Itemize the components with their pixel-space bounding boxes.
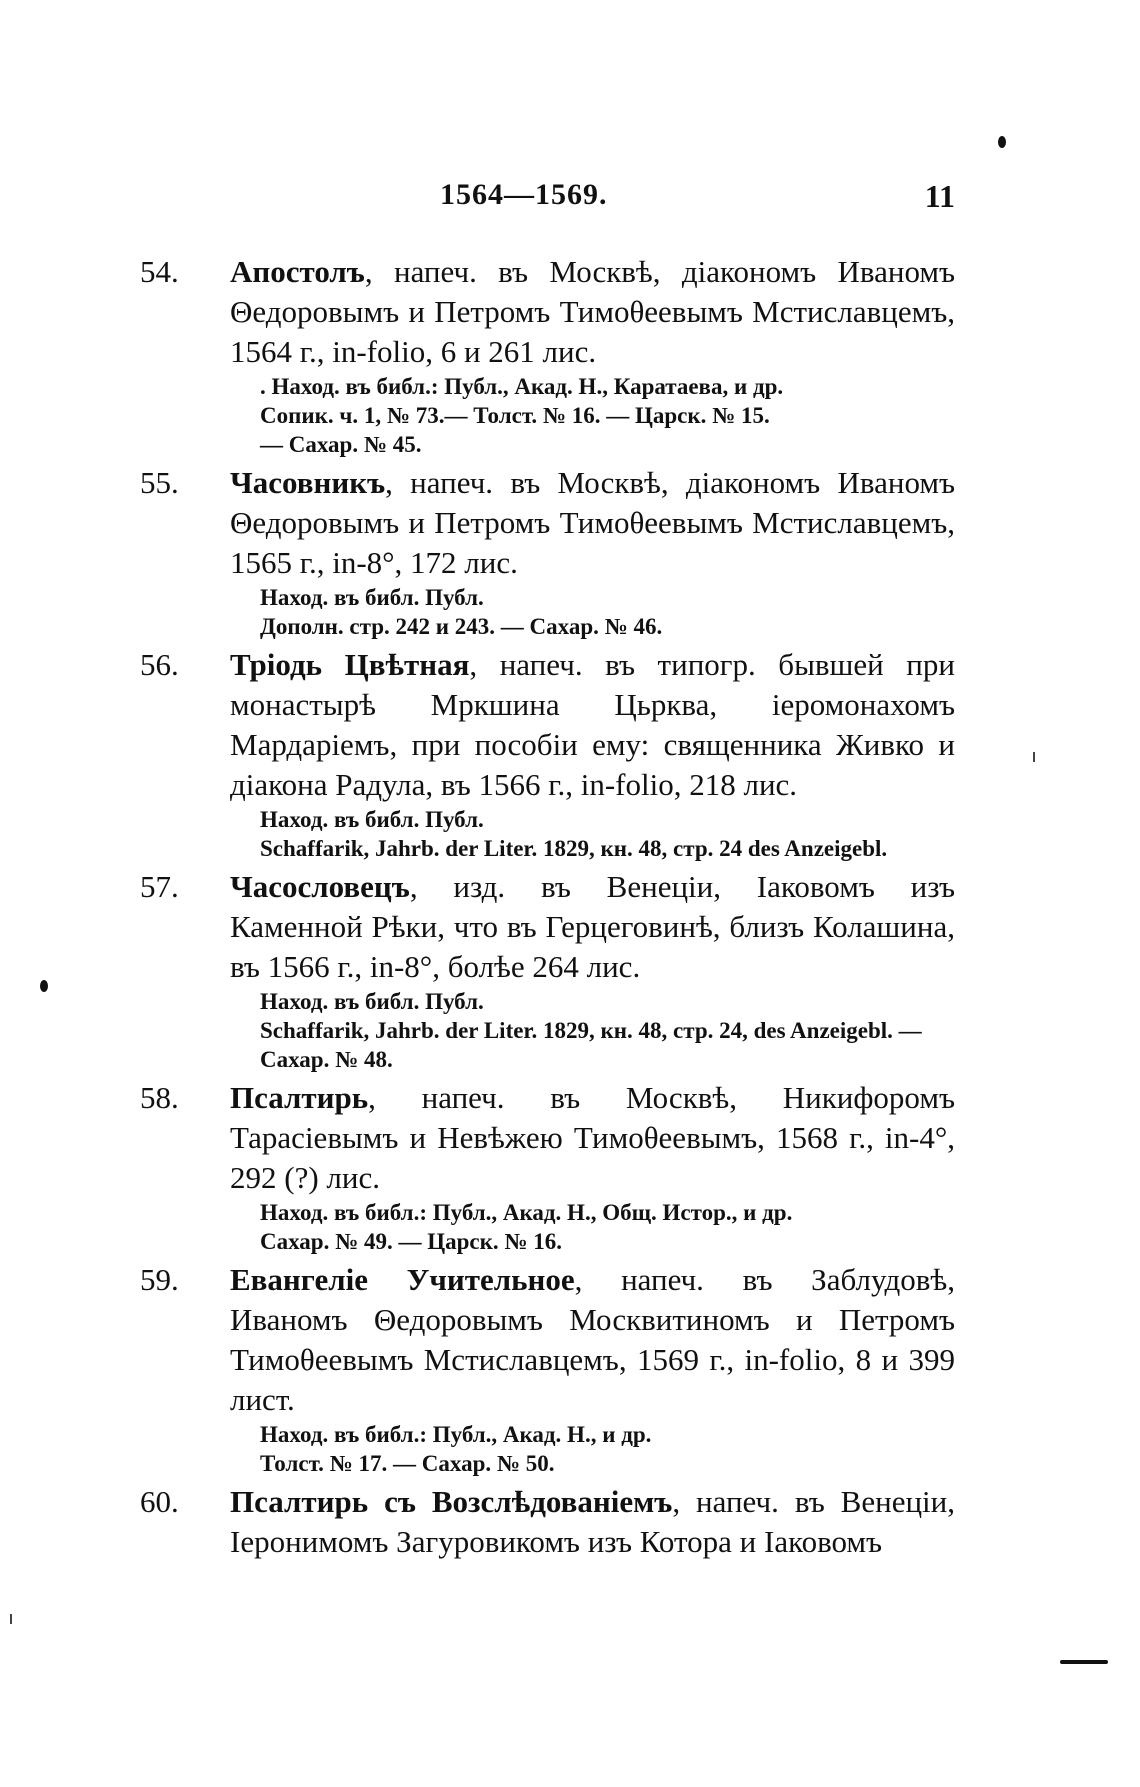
entry-note: . Наход. въ библ.: Публ., Акад. Н., Каратаева, и др. — [260, 374, 784, 399]
list-item — [140, 645, 955, 863]
page-header — [140, 178, 955, 218]
entry-title: Евангеліе Учительное — [230, 1262, 575, 1297]
entry-number: 59. — [140, 1262, 179, 1297]
entry-title: Апостолъ — [230, 254, 365, 289]
entry-number: 54. — [140, 254, 179, 289]
margin-mark — [10, 1614, 12, 1624]
entry-note: Дополн. стр. 242 и 243. — Сахар. № 46. — [260, 614, 663, 639]
entry-number: 57. — [140, 869, 179, 904]
entry-title: Тріодь Цвѣтная — [230, 647, 470, 682]
entry-note: Толст. № 17. — Сахар. № 50. — [260, 1451, 555, 1476]
entry-body: , изд. въ Венеціи, Іаковомъ изъ Каменной Рѣки, что въ Герцеговинѣ, близъ Колашина, въ 1566 г., in-8°, болѣе 264 лис. — [230, 869, 955, 984]
entry-text — [230, 867, 955, 987]
entry-body: , напеч. въ типогр. бывшей при монастырѣ Мркшина Цьрква, іеромонахомъ Мардаріемъ, при пособіи ему: священника Живко и діакона Радула, въ 1566 г., in-folio, 218 лис. — [230, 647, 955, 802]
entry-note: Наход. въ библ.: Публ., Акад. Н., и др. — [260, 1422, 652, 1447]
entry-note: Сопик. ч. 1, № 73.— Толст. № 16. — Царск. № 15. — [260, 403, 770, 428]
list-item — [140, 463, 955, 641]
entry-note: Schaffarik, Jahrb. der Liter. 1829, кн. 48, стр. 24, des Anzeigebl. — Сахар. № 48. — [260, 1018, 922, 1072]
entry-body: , напеч. въ Москвѣ, Никифоромъ Тарасіевымъ и Невѣжею Тимоθеевымъ, 1568 г., in-4°, 292 (?) лис. — [230, 1080, 955, 1195]
entry-text — [230, 1260, 955, 1420]
entry-title: Псалтирь съ Возслѣдованіемъ — [230, 1484, 673, 1519]
entry-title: Часовникъ — [230, 465, 386, 500]
entry-text — [230, 463, 955, 583]
list-item — [140, 867, 955, 1074]
entry-list — [140, 252, 955, 1566]
entry-title: Часословецъ — [230, 869, 410, 904]
entry-text — [230, 1078, 955, 1198]
list-item — [140, 1260, 955, 1478]
margin-mark — [1033, 752, 1035, 762]
margin-mark — [40, 980, 48, 992]
margin-mark — [1060, 1660, 1108, 1664]
entry-note: Schaffarik, Jahrb. der Liter. 1829, кн. 48, стр. 24 des Anzeigebl. — [260, 836, 888, 861]
entry-text — [230, 252, 955, 372]
entry-body: , напеч. въ Заблудовѣ, Иваномъ Θедоровымъ Москвитиномъ и Петромъ Тимоθеевымъ Мстиславцемъ, 1569 г., in-folio, 8 и 399 лист. — [230, 1262, 955, 1417]
entry-text — [230, 1482, 955, 1562]
entry-title: Псалтирь — [230, 1080, 369, 1115]
entry-number: 55. — [140, 465, 179, 500]
entry-number: 56. — [140, 647, 179, 682]
list-item — [140, 1078, 955, 1256]
entry-note: Наход. въ библ.: Публ., Акад. Н., Общ. Истор., и др. — [260, 1200, 793, 1225]
entry-note: Сахар. № 49. — Царск. № 16. — [260, 1229, 562, 1254]
list-item — [140, 1482, 955, 1562]
entry-body: , напеч. въ Москвѣ, діакономъ Иваномъ Θедоровымъ и Петромъ Тимоθеевымъ Мстиславцемъ, 1565 г., in-8°, 172 лис. — [230, 465, 955, 580]
entry-text — [230, 645, 955, 805]
entry-body: , напеч. въ Москвѣ, діакономъ Иваномъ Θедоровымъ и Петромъ Тимоθеевымъ Мстиславцемъ, 1564 г., in-folio, 6 и 261 лис. — [230, 254, 955, 369]
entry-note: — Сахар. № 45. — [260, 432, 422, 457]
entry-note: Наход. въ библ. Публ. — [260, 585, 484, 610]
entry-number: 58. — [140, 1080, 179, 1115]
page-number: 11 — [924, 178, 955, 214]
page-header-years: 1564—1569. — [440, 178, 608, 211]
entry-number: 60. — [140, 1484, 179, 1519]
margin-mark — [998, 136, 1006, 148]
list-item — [140, 252, 955, 459]
entry-note: Наход. въ библ. Публ. — [260, 989, 484, 1014]
entry-body: , напеч. въ Венеціи, Іеронимомъ Загуровикомъ изъ Котора и Іаковомъ — [230, 1484, 955, 1559]
entry-note: Наход. въ библ. Публ. — [260, 807, 484, 832]
